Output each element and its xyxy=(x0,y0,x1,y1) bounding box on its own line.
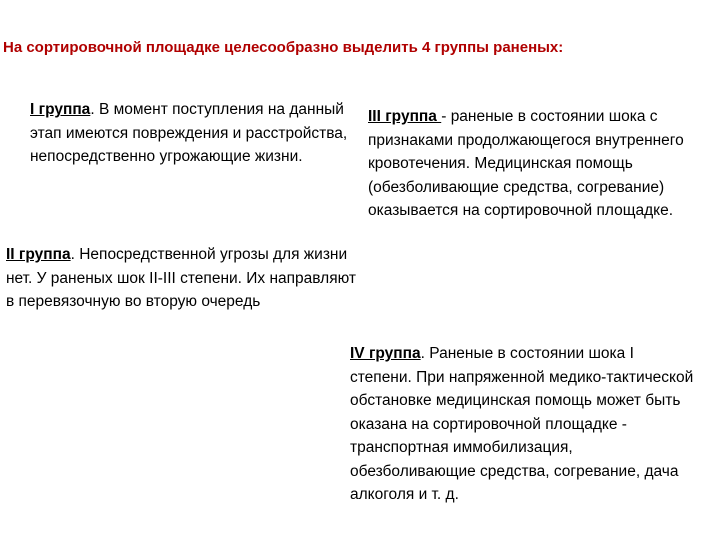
group-1-block xyxy=(30,98,366,169)
group-4-heading: IV группа xyxy=(350,345,421,362)
group-3-separator: - xyxy=(441,108,451,125)
group-2-block xyxy=(6,243,356,314)
group-1-separator: . xyxy=(90,101,99,118)
group-3-heading: III группа xyxy=(368,108,442,125)
group-1-text: В момент поступления на данный этап имеются повреждения и расстройства, непосредственно угрожающие жизни. xyxy=(30,101,348,165)
group-2-separator: . xyxy=(70,246,80,263)
group-4-block xyxy=(350,342,700,507)
group-3-block xyxy=(368,105,718,223)
slide-title: На сортировочной площадке целесообразно выделить 4 группы раненых: xyxy=(3,39,564,56)
group-4-separator: . xyxy=(420,345,430,362)
group-1-heading: I группа xyxy=(30,101,91,118)
group-4-text: Раненые в состоянии шока I степени. При напряженной медико-тактической обстановке медицинская помощь может быть оказана на сортировочной площадке - транспортная иммобилизация, обезболивающие средства, согревание, дача алкоголя и т. д. xyxy=(350,345,694,503)
group-3-text: раненые в состоянии шока с признаками продолжающегося внутреннего кровотечения. Медицинская помощь (обезболивающие средства, согревание) оказывается на сортировочной площадке. xyxy=(368,108,684,219)
group-2-heading: II группа xyxy=(6,246,71,263)
group-2-text: Непосредственной угрозы для жизни нет. У раненых шок II-III степени. Их направляют в перевязочную во вторую очередь xyxy=(6,246,356,310)
